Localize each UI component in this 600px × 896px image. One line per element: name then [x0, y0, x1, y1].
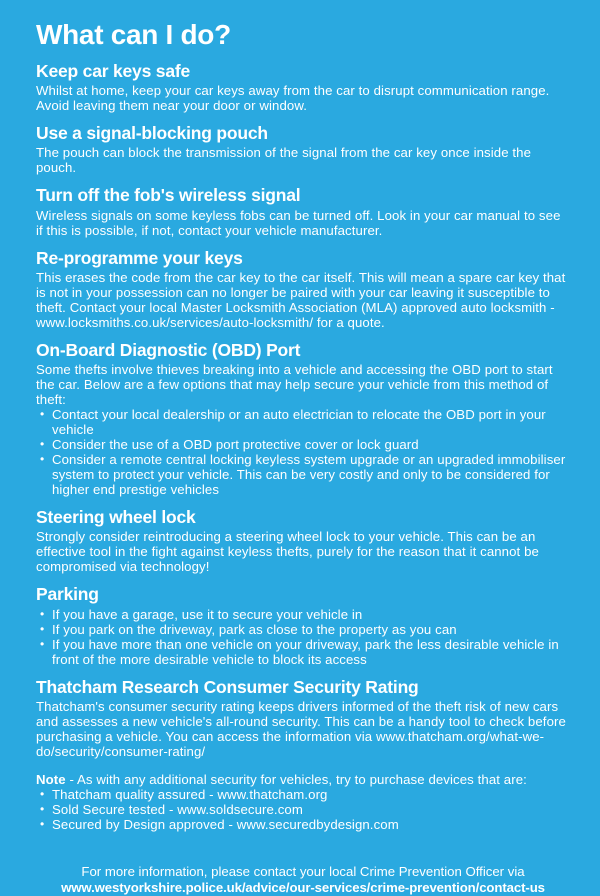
bullet-text: Consider a remote central locking keyless system upgrade or an upgraded immobiliser system to protect your vehicle. This can be very costly and only to be considered for higher end prestige vehicles: [52, 452, 566, 498]
section-heading: Keep car keys safe: [36, 60, 191, 81]
note-paragraph: [36, 772, 570, 787]
section: [36, 585, 570, 666]
bullet-text: If you park on the driveway, park as close to the property as you can: [52, 621, 457, 637]
section-paragraph: The pouch can block the transmission of the signal from the car key once inside the pouch.: [36, 145, 532, 176]
section: [36, 341, 570, 497]
note-block: [36, 772, 570, 832]
bullet-icon: •: [40, 452, 45, 467]
bullet-icon: •: [40, 786, 45, 801]
bullet-icon: •: [40, 437, 45, 452]
bullet-item: [36, 622, 570, 637]
section-paragraph: Strongly consider reintroducing a steering wheel lock to your vehicle. This can be an effective tool in the fight against keyless thefts, purely for the reason that it cannot be compromised via technology!: [36, 529, 539, 575]
section-heading: Steering wheel lock: [36, 507, 196, 528]
bullet-text: Consider the use of a OBD port protective cover or lock guard: [52, 437, 419, 453]
bullet-icon: •: [40, 606, 45, 621]
bullet-item: [36, 787, 570, 802]
section: [36, 508, 570, 574]
page-title: What can I do?: [36, 19, 231, 50]
bullet-icon: •: [40, 621, 45, 636]
bullet-item: [36, 437, 570, 452]
bullet-text: Sold Secure tested - www.soldsecure.com: [52, 801, 303, 817]
section-paragraph: Wireless signals on some keyless fobs can be turned off. Look in your car manual to see if this is possible, if not, contact your vehicle manufacturer.: [36, 207, 561, 238]
bullet-icon: •: [40, 407, 45, 422]
section-paragraph: This erases the code from the car key to the car itself. This will mean a spare car key that is not in your possession can no longer be paired with your car leaving it susceptible to theft. Contact your local Master Locksmith Association (MLA) approved auto locksmith - www.locksmiths.co.uk/services/auto-locksmith/ for a quote.: [36, 269, 566, 330]
note-bullets: [36, 787, 570, 832]
bullet-text: If you have more than one vehicle on your driveway, park the less desirable vehicle in front of the more desirable vehicle to block its access: [52, 636, 559, 667]
section-paragraph: Whilst at home, keep your car keys away from the car to disrupt communication range. Avoid leaving them near your door or window.: [36, 83, 550, 114]
bullet-text: Secured by Design approved - www.securedbydesign.com: [52, 816, 399, 832]
section-paragraph: Thatcham's consumer security rating keeps drivers informed of the theft risk of new cars and assesses a new vehicle's all-round security. This can be a handy tool to check before purchasing a vehicle. You can access the information via www.thatcham.org/what-we-do/security/consumer-rating/: [36, 698, 566, 759]
section-heading: Parking: [36, 584, 99, 605]
bullet-item: [36, 407, 570, 437]
section-heading: Thatcham Research Consumer Security Rating: [36, 676, 419, 697]
sections-container: [36, 62, 570, 759]
bullet-item: [36, 452, 570, 497]
section: [36, 124, 570, 175]
section: [36, 186, 570, 237]
bullet-item: [36, 607, 570, 622]
bullet-text: Thatcham quality assured - www.thatcham.org: [52, 786, 328, 802]
bullet-icon: •: [40, 636, 45, 651]
bullet-icon: •: [40, 801, 45, 816]
footer: [36, 864, 570, 896]
section: [36, 678, 570, 759]
bullet-item: [36, 637, 570, 667]
section-paragraph: Some thefts involve thieves breaking into a vehicle and accessing the OBD port to start the car. Below are a few options that may help secure your vehicle from this method of theft:: [36, 362, 553, 408]
section-heading: Use a signal-blocking pouch: [36, 123, 268, 144]
section-heading: Turn off the fob's wireless signal: [36, 185, 301, 206]
bullet-icon: •: [40, 816, 45, 831]
section-heading: On-Board Diagnostic (OBD) Port: [36, 339, 301, 360]
bullet-item: [36, 802, 570, 817]
note-label: Note: [36, 771, 66, 787]
section: [36, 62, 570, 113]
bullet-text: If you have a garage, use it to secure your vehicle in: [52, 606, 363, 622]
bullet-item: [36, 817, 570, 832]
section-heading: Re-programme your keys: [36, 247, 243, 268]
note-text: - As with any additional security for vehicles, try to purchase devices that are:: [65, 771, 527, 787]
section: [36, 249, 570, 330]
bullet-text: Contact your local dealership or an auto electrician to relocate the OBD port in your vehicle: [52, 407, 546, 438]
footer-url: www.westyorkshire.police.uk/advice/our-services/crime-prevention/contact-us: [61, 879, 545, 895]
footer-contact-line: For more information, please contact your local Crime Prevention Officer via: [81, 863, 525, 879]
